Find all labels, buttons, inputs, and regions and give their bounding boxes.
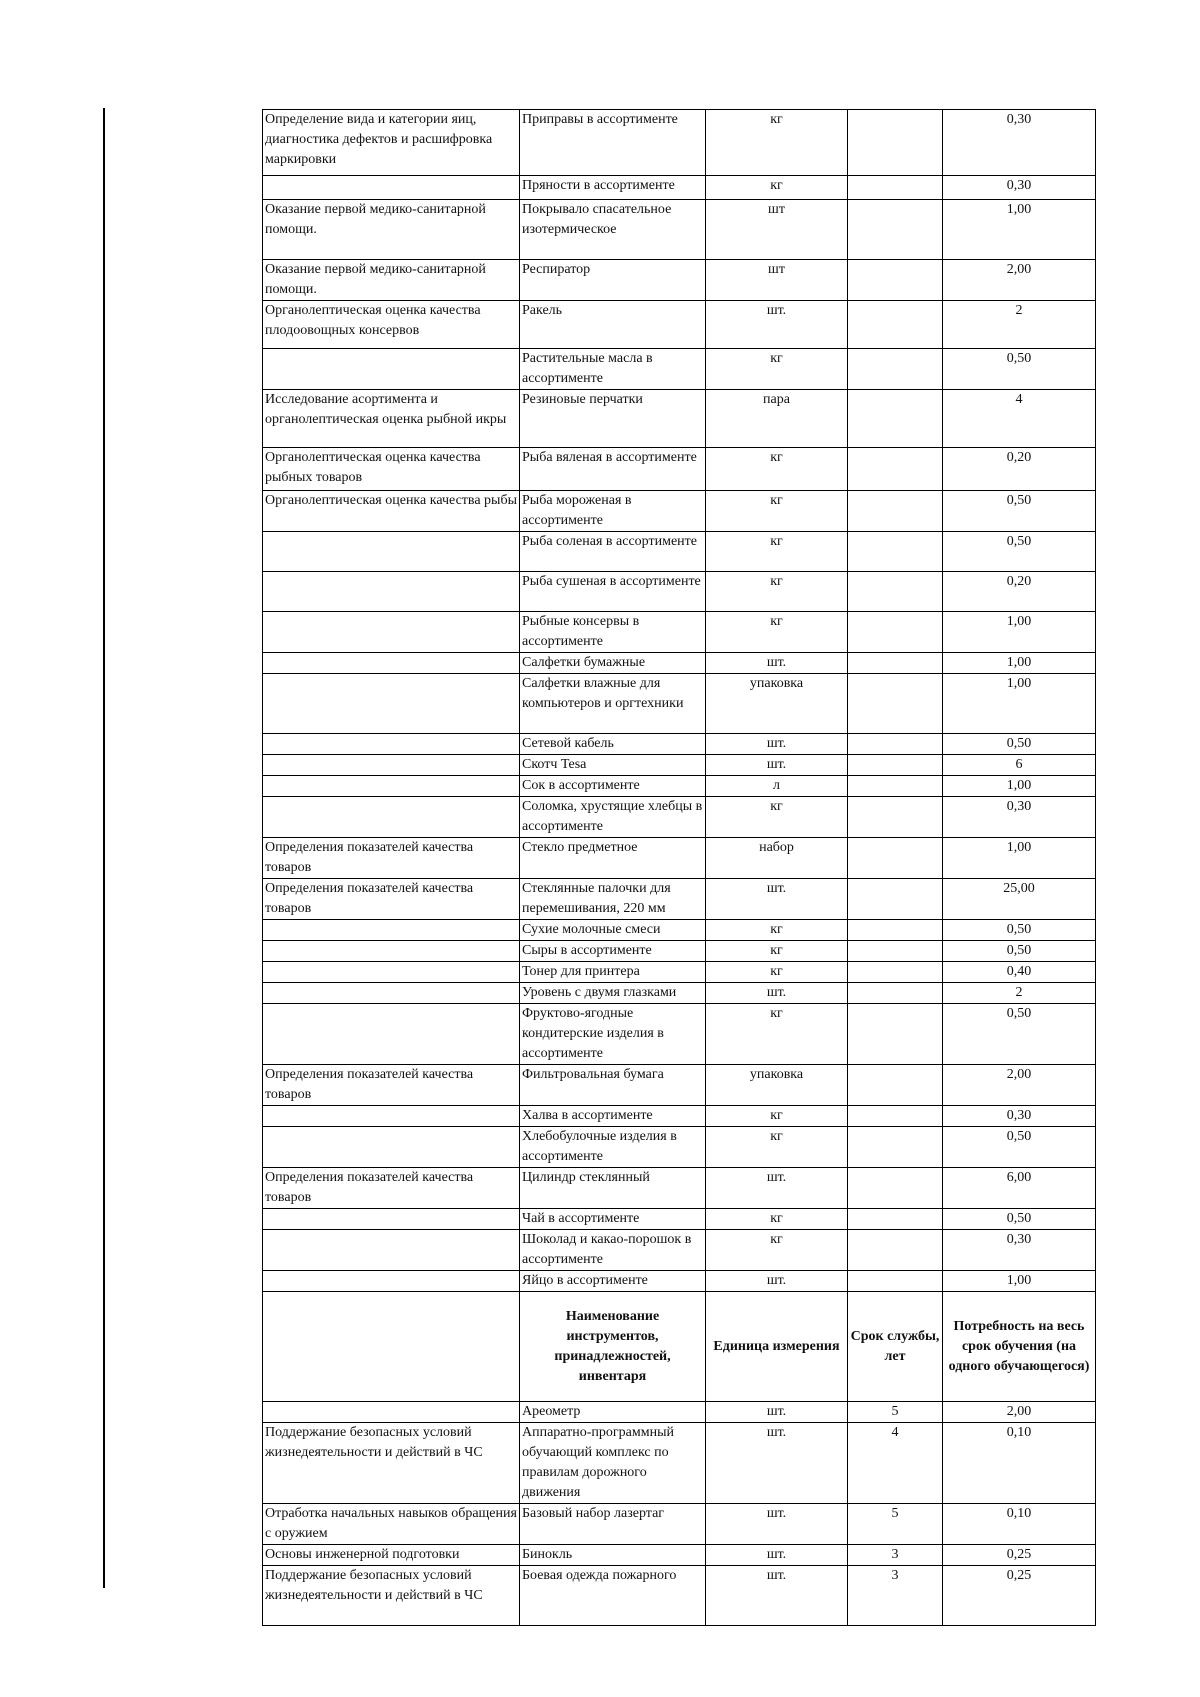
cell-item-name: Покрывало спасательное изотермическое bbox=[520, 200, 706, 260]
table-row bbox=[263, 797, 1096, 838]
cell-topic bbox=[263, 941, 520, 962]
cell-unit: кг bbox=[706, 1106, 848, 1127]
table-row bbox=[263, 1230, 1096, 1271]
cell-item-name: Респиратор bbox=[520, 260, 706, 301]
cell-unit: упаковка bbox=[706, 674, 848, 734]
cell-item-name: Ракель bbox=[520, 301, 706, 349]
cell-service-life bbox=[848, 349, 943, 390]
cell-service-life bbox=[848, 734, 943, 755]
table-row bbox=[263, 1065, 1096, 1106]
cell-topic bbox=[263, 176, 520, 200]
cell-topic bbox=[263, 532, 520, 572]
cell-unit: шт. bbox=[706, 755, 848, 776]
cell-service-life bbox=[848, 200, 943, 260]
cell-requirement: 4 bbox=[943, 390, 1096, 448]
cell-service-life bbox=[848, 1209, 943, 1230]
cell-requirement: 6,00 bbox=[943, 1168, 1096, 1209]
cell-service-life bbox=[848, 797, 943, 838]
table-row bbox=[263, 1168, 1096, 1209]
table-row bbox=[263, 1402, 1096, 1423]
cell-service-life: 5 bbox=[848, 1402, 943, 1423]
cell-service-life bbox=[848, 176, 943, 200]
table-row bbox=[263, 983, 1096, 1004]
cell-item-name: Рыба мороженая в ассортименте bbox=[520, 491, 706, 532]
cell-requirement: 0,30 bbox=[943, 110, 1096, 176]
cell-requirement: 0,50 bbox=[943, 532, 1096, 572]
cell-requirement: 6 bbox=[943, 755, 1096, 776]
cell-item-name: Сухие молочные смеси bbox=[520, 920, 706, 941]
cell-topic: Определение вида и категории яиц, диагностика дефектов и расшифровка маркировки bbox=[263, 110, 520, 176]
cell-service-life bbox=[848, 612, 943, 653]
cell-unit: шт. bbox=[706, 1504, 848, 1545]
cell-unit: кг bbox=[706, 1209, 848, 1230]
table-row bbox=[263, 572, 1096, 612]
cell-item-name: Сыры в ассортименте bbox=[520, 941, 706, 962]
cell-topic bbox=[263, 572, 520, 612]
cell-unit: шт. bbox=[706, 1402, 848, 1423]
cell-topic bbox=[263, 612, 520, 653]
table-row bbox=[263, 734, 1096, 755]
cell-requirement: 1,00 bbox=[943, 1271, 1096, 1292]
table-row bbox=[263, 176, 1096, 200]
cell-item-name: Шоколад и какао-порошок в ассортименте bbox=[520, 1230, 706, 1271]
cell-item-name: Наименование инструментов, принадлежностей, инвентаря bbox=[520, 1292, 706, 1402]
cell-service-life bbox=[848, 260, 943, 301]
cell-item-name: Рыбные консервы в ассортименте bbox=[520, 612, 706, 653]
cell-unit: кг bbox=[706, 448, 848, 491]
cell-service-life bbox=[848, 920, 943, 941]
cell-requirement: 2 bbox=[943, 301, 1096, 349]
cell-unit: Единица измерения bbox=[706, 1292, 848, 1402]
cell-requirement: 0,50 bbox=[943, 734, 1096, 755]
cell-item-name: Чай в ассортименте bbox=[520, 1209, 706, 1230]
cell-item-name: Стекло предметное bbox=[520, 838, 706, 879]
cell-topic: Определения показателей качества товаров bbox=[263, 1065, 520, 1106]
cell-unit: кг bbox=[706, 176, 848, 200]
cell-unit: шт. bbox=[706, 734, 848, 755]
cell-topic: Поддержание безопасных условий жизнедеятельности и действий в ЧС bbox=[263, 1566, 520, 1626]
cell-unit: л bbox=[706, 776, 848, 797]
table-row bbox=[263, 110, 1096, 176]
cell-requirement: 0,50 bbox=[943, 491, 1096, 532]
cell-unit: кг bbox=[706, 1004, 848, 1065]
cell-service-life bbox=[848, 674, 943, 734]
cell-requirement: 0,25 bbox=[943, 1545, 1096, 1566]
cell-service-life bbox=[848, 448, 943, 491]
cell-unit: шт. bbox=[706, 1566, 848, 1626]
cell-unit: набор bbox=[706, 838, 848, 879]
cell-topic bbox=[263, 755, 520, 776]
cell-unit: кг bbox=[706, 941, 848, 962]
cell-item-name: Скотч Tesa bbox=[520, 755, 706, 776]
cell-unit: шт. bbox=[706, 983, 848, 1004]
table-row bbox=[263, 200, 1096, 260]
cell-topic: Определения показателей качества товаров bbox=[263, 1168, 520, 1209]
cell-requirement: 2,00 bbox=[943, 260, 1096, 301]
table-row bbox=[263, 674, 1096, 734]
cell-unit: шт. bbox=[706, 1545, 848, 1566]
cell-requirement: 0,50 bbox=[943, 920, 1096, 941]
cell-requirement: 1,00 bbox=[943, 653, 1096, 674]
cell-service-life: Срок службы, лет bbox=[848, 1292, 943, 1402]
cell-item-name: Базовый набор лазертаг bbox=[520, 1504, 706, 1545]
cell-service-life bbox=[848, 1271, 943, 1292]
table-row bbox=[263, 1004, 1096, 1065]
table-row bbox=[263, 838, 1096, 879]
cell-service-life bbox=[848, 941, 943, 962]
cell-item-name: Ареометр bbox=[520, 1402, 706, 1423]
cell-service-life bbox=[848, 110, 943, 176]
cell-unit: кг bbox=[706, 572, 848, 612]
table-row bbox=[263, 260, 1096, 301]
cell-topic: Органолептическая оценка качества рыбных товаров bbox=[263, 448, 520, 491]
cell-topic bbox=[263, 776, 520, 797]
table-row bbox=[263, 390, 1096, 448]
cell-requirement: 1,00 bbox=[943, 612, 1096, 653]
cell-unit: шт. bbox=[706, 653, 848, 674]
cell-item-name: Салфетки влажные для компьютеров и оргтехники bbox=[520, 674, 706, 734]
cell-item-name: Сок в ассортименте bbox=[520, 776, 706, 797]
cell-service-life bbox=[848, 301, 943, 349]
cell-topic bbox=[263, 1004, 520, 1065]
table-row bbox=[263, 448, 1096, 491]
cell-topic bbox=[263, 1230, 520, 1271]
cell-item-name: Хлебобулочные изделия в ассортименте bbox=[520, 1127, 706, 1168]
cell-requirement: 2 bbox=[943, 983, 1096, 1004]
cell-unit: кг bbox=[706, 532, 848, 572]
cell-item-name: Боевая одежда пожарного bbox=[520, 1566, 706, 1626]
cell-item-name: Цилиндр стеклянный bbox=[520, 1168, 706, 1209]
cell-item-name: Уровень с двумя глазками bbox=[520, 983, 706, 1004]
cell-requirement: 0,20 bbox=[943, 572, 1096, 612]
cell-item-name: Рыба вяленая в ассортименте bbox=[520, 448, 706, 491]
cell-requirement: 2,00 bbox=[943, 1402, 1096, 1423]
cell-topic: Органолептическая оценка качества плодоовощных консервов bbox=[263, 301, 520, 349]
cell-requirement: 1,00 bbox=[943, 838, 1096, 879]
table-row bbox=[263, 349, 1096, 390]
cell-topic: Отработка начальных навыков обращения с оружием bbox=[263, 1504, 520, 1545]
cell-requirement: 0,50 bbox=[943, 1127, 1096, 1168]
cell-requirement: 0,30 bbox=[943, 1106, 1096, 1127]
cell-item-name: Салфетки бумажные bbox=[520, 653, 706, 674]
table-row bbox=[263, 532, 1096, 572]
equipment-table bbox=[262, 109, 1096, 1626]
table-row bbox=[263, 755, 1096, 776]
cell-topic: Органолептическая оценка качества рыбы bbox=[263, 491, 520, 532]
cell-service-life bbox=[848, 390, 943, 448]
cell-requirement: 0,50 bbox=[943, 1209, 1096, 1230]
cell-unit: шт bbox=[706, 260, 848, 301]
cell-requirement: 25,00 bbox=[943, 879, 1096, 920]
cell-item-name: Рыба соленая в ассортименте bbox=[520, 532, 706, 572]
cell-topic bbox=[263, 920, 520, 941]
cell-topic bbox=[263, 1127, 520, 1168]
cell-unit: кг bbox=[706, 612, 848, 653]
cell-service-life bbox=[848, 1127, 943, 1168]
cell-topic bbox=[263, 734, 520, 755]
cell-service-life bbox=[848, 879, 943, 920]
cell-topic bbox=[263, 674, 520, 734]
cell-requirement: 0,10 bbox=[943, 1504, 1096, 1545]
table-row bbox=[263, 612, 1096, 653]
table-row bbox=[263, 1127, 1096, 1168]
cell-service-life bbox=[848, 653, 943, 674]
cell-requirement: 0,20 bbox=[943, 448, 1096, 491]
table-row bbox=[263, 920, 1096, 941]
cell-unit: кг bbox=[706, 110, 848, 176]
cell-item-name: Пряности в ассортименте bbox=[520, 176, 706, 200]
cell-item-name: Халва в ассортименте bbox=[520, 1106, 706, 1127]
cell-item-name: Фильтровальная бумага bbox=[520, 1065, 706, 1106]
table-row bbox=[263, 1423, 1096, 1504]
cell-service-life bbox=[848, 532, 943, 572]
cell-requirement: 0,50 bbox=[943, 1004, 1096, 1065]
cell-service-life bbox=[848, 1004, 943, 1065]
cell-item-name: Соломка, хрустящие хлебцы в ассортименте bbox=[520, 797, 706, 838]
cell-unit: шт. bbox=[706, 1423, 848, 1504]
cell-requirement: 1,00 bbox=[943, 200, 1096, 260]
cell-item-name: Сетевой кабель bbox=[520, 734, 706, 755]
cell-item-name: Резиновые перчатки bbox=[520, 390, 706, 448]
cell-service-life bbox=[848, 491, 943, 532]
cell-topic: Оказание первой медико-санитарной помощи. bbox=[263, 260, 520, 301]
cell-topic bbox=[263, 349, 520, 390]
table-row bbox=[263, 1545, 1096, 1566]
cell-topic: Основы инженерной подготовки bbox=[263, 1545, 520, 1566]
cell-requirement: 0,10 bbox=[943, 1423, 1096, 1504]
cell-topic: Определения показателей качества товаров bbox=[263, 879, 520, 920]
cell-unit: упаковка bbox=[706, 1065, 848, 1106]
cell-topic bbox=[263, 1106, 520, 1127]
table-row bbox=[263, 653, 1096, 674]
cell-service-life bbox=[848, 838, 943, 879]
table-row bbox=[263, 1271, 1096, 1292]
cell-requirement: Потребность на весь срок обучения (на одного обучающегося) bbox=[943, 1292, 1096, 1402]
cell-topic bbox=[263, 1271, 520, 1292]
cell-service-life: 4 bbox=[848, 1423, 943, 1504]
cell-topic bbox=[263, 1292, 520, 1402]
table-row bbox=[263, 301, 1096, 349]
cell-service-life: 3 bbox=[848, 1566, 943, 1626]
cell-service-life: 3 bbox=[848, 1545, 943, 1566]
cell-unit: кг bbox=[706, 962, 848, 983]
cell-service-life bbox=[848, 962, 943, 983]
cell-topic bbox=[263, 983, 520, 1004]
cell-item-name: Приправы в ассортименте bbox=[520, 110, 706, 176]
table-row bbox=[263, 1504, 1096, 1545]
cell-service-life bbox=[848, 1106, 943, 1127]
table-row bbox=[263, 1209, 1096, 1230]
cell-unit: кг bbox=[706, 920, 848, 941]
cell-unit: шт. bbox=[706, 301, 848, 349]
cell-requirement: 0,40 bbox=[943, 962, 1096, 983]
cell-item-name: Стеклянные палочки для перемешивания, 220 мм bbox=[520, 879, 706, 920]
cell-item-name: Растительные масла в ассортименте bbox=[520, 349, 706, 390]
cell-topic bbox=[263, 653, 520, 674]
cell-item-name: Тонер для принтера bbox=[520, 962, 706, 983]
cell-service-life bbox=[848, 755, 943, 776]
cell-topic bbox=[263, 797, 520, 838]
cell-item-name: Фруктово-ягодные кондитерские изделия в ассортименте bbox=[520, 1004, 706, 1065]
cell-service-life bbox=[848, 983, 943, 1004]
cell-requirement: 0,30 bbox=[943, 176, 1096, 200]
cell-service-life bbox=[848, 572, 943, 612]
table-row bbox=[263, 962, 1096, 983]
cell-item-name: Бинокль bbox=[520, 1545, 706, 1566]
cell-requirement: 2,00 bbox=[943, 1065, 1096, 1106]
cell-requirement: 0,50 bbox=[943, 349, 1096, 390]
cell-topic: Оказание первой медико-санитарной помощи. bbox=[263, 200, 520, 260]
cell-unit: кг bbox=[706, 1230, 848, 1271]
cell-requirement: 0,25 bbox=[943, 1566, 1096, 1626]
cell-requirement: 0,30 bbox=[943, 797, 1096, 838]
cell-requirement: 0,50 bbox=[943, 941, 1096, 962]
cell-service-life bbox=[848, 1168, 943, 1209]
cell-item-name: Рыба сушеная в ассортименте bbox=[520, 572, 706, 612]
table-row bbox=[263, 879, 1096, 920]
cell-service-life bbox=[848, 1065, 943, 1106]
cell-topic bbox=[263, 1402, 520, 1423]
table-row bbox=[263, 1566, 1096, 1626]
cell-topic: Определения показателей качества товаров bbox=[263, 838, 520, 879]
cell-unit: шт bbox=[706, 200, 848, 260]
cell-requirement: 1,00 bbox=[943, 776, 1096, 797]
cell-unit: кг bbox=[706, 349, 848, 390]
cell-requirement: 1,00 bbox=[943, 674, 1096, 734]
cell-unit: шт. bbox=[706, 1168, 848, 1209]
cell-service-life: 5 bbox=[848, 1504, 943, 1545]
cell-requirement: 0,30 bbox=[943, 1230, 1096, 1271]
cell-topic bbox=[263, 962, 520, 983]
cell-unit: кг bbox=[706, 797, 848, 838]
cell-unit: пара bbox=[706, 390, 848, 448]
table-row bbox=[263, 941, 1096, 962]
page-margin-rule bbox=[103, 108, 105, 1588]
cell-topic: Поддержание безопасных условий жизнедеятельности и действий в ЧС bbox=[263, 1423, 520, 1504]
cell-unit: шт. bbox=[706, 1271, 848, 1292]
cell-item-name: Аппаратно-программный обучающий комплекс по правилам дорожного движения bbox=[520, 1423, 706, 1504]
cell-item-name: Яйцо в ассортименте bbox=[520, 1271, 706, 1292]
table-row bbox=[263, 776, 1096, 797]
cell-unit: кг bbox=[706, 1127, 848, 1168]
table-row bbox=[263, 1106, 1096, 1127]
cell-topic: Исследование асортимента и органолептическая оценка рыбной икры bbox=[263, 390, 520, 448]
cell-service-life bbox=[848, 1230, 943, 1271]
table-row bbox=[263, 491, 1096, 532]
cell-unit: шт. bbox=[706, 879, 848, 920]
cell-topic bbox=[263, 1209, 520, 1230]
table-header-row bbox=[263, 1292, 1096, 1402]
cell-unit: кг bbox=[706, 491, 848, 532]
cell-service-life bbox=[848, 776, 943, 797]
